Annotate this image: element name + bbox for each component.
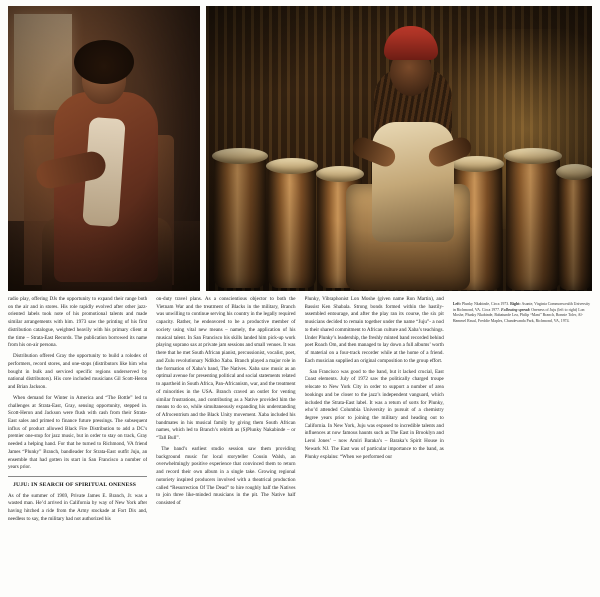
article-columns — [8, 296, 592, 591]
text-column-1 — [8, 296, 147, 591]
photo-vignette — [8, 6, 200, 291]
paragraph: radio play, offering DJs the opportunity to expand their range both on the air and in stores. His role rapidly evolved after other jazz-oriented labels took note of his promotional talents and made similar arrangements with him. 1973 saw the printing of his first distribution catalogue, weighted heavily with his primary client at the time – Strata-East Records. The publication borrowed its name from his on-air persona. — [8, 296, 148, 349]
photo-plunky-seated — [8, 6, 200, 291]
paragraph: Plunky, Vibraphonist Lon Moshe (given name Ron Martin), and Bassist Ken Shabala. Strong bonds formed within the hastily-assembled entourage, and after the play ran its course, the six pit musicians decided to remain together under the name “Juju”- a nod to their shared commitment to African culture and Xaba’s teachings. Under Plunky’s leadership, the freshly minted band recorded behind poet Roach Om, and then managed to lay down a full albums’ worth of material on a four-track recorder while at the home of a friend. Each musician supplied an original composition to the group effort. — [304, 296, 444, 364]
photo-row — [8, 6, 592, 291]
paragraph: San Francisco was good to the band, but it lacked crucial, East Coast elements. July of 1972 saw the politically charged troupe relocate to New York City in order to support a number of area bookings and be closer to the jazz’s independent vanguard, which included the Strata-East label. It was a return of sorts for Plunky, who’d attended Columbia University in pursuit of a chemistry degree years prior to joining the military and heading out to California. In New York, Juju was exposed to incredible talents and influences at now famous haunts such as The East in Brooklyn and Leroi Jones’ – now Amiri Baraka’s – Baraka’s Spirit House in Newark NJ. The East was of particular importance to the band, as Plunky explains: “When we performed our — [304, 368, 444, 460]
text-column-3 — [305, 296, 444, 591]
text-column-2 — [156, 296, 295, 591]
paragraph: Distribution offered Gray the opportunity to build a rolodex of performers, record stores, and one-stops (distributors like him who bought in bulk and serviced specific regions underserved by national distributors). His core included musicians Gil Scott-Heron and Brian Jackson. — [8, 353, 148, 391]
paragraph: As of the summer of 1969, Private James E. Branch, Jr. was a wasted man. He’d arrived in California by way of New York after having hitched a ride from the Army stockade at Fort Dix and, needless to say, the military had not authorized his — [8, 492, 148, 522]
photo-vignette — [206, 6, 592, 291]
paragraph: on-duty travel plans. As a conscientious objector to both the Vietnam War and the treatment of Blacks in the military, Branch was unwilling to continue serving his country in the legally required capacity. Rather, he endeavored to be a productive member of society using vital new means – namely, the application of his musical talent. In San Francisco his skills landed him pick-up work playing soprano sax at private jam sessions and small venues. It was there that he met South African pianist, percussionist, vocalist, poet, and Zulu revolutionary Ndikho Xaba. Branch played a major role in the formation of Xaba’s band, The Natives. Xaba saw music as an optimal avenue for presenting political and social statements related to apartheid in South Africa, Pan-Africanism, war, and the treatment of minorities in the USA. Branch craved an outlet for venting similar frustrations, and contributing as a Native provided him the means to do so, while simultaneously expanding his understanding of Afrocentrism and the Black Unity movement. Xaba included his bandmates in his musical family by giving them South African names, which led to Branch’s rebirth as (S)Plunky Nakabinde – or “Tall Bull”. — [156, 296, 296, 442]
section-divider — [8, 476, 147, 477]
photo-caption — [453, 302, 592, 325]
caption-text: Left: Plunky Nkabinde, Circa 1973. Right: Asante, Virginia Commonwealth University in Richmond, VA. Circa 1977. Following spread: Oneness of Juju (left to right) Lon Moshe, Plunky Nkabinde, Babatunde Lea, Philip “Mani” Branch, Ronnie Toler, Al-Hammel Rasul, Freddie Maples, Chundevanda Park, Richmond, VA, 1974. — [452, 302, 591, 323]
paragraph: The band’s earliest studio session saw them providing background music for local storyteller Cousin Walsh, an overwhelmingly positive experience that convinced them to return and record their own album in a single take. Growing regional notoriety inspired producers involved with a theatrical production called “Resurrection Of The Dead” to hire roughly half the Natives to join three like-minded musicians in the pit. The Native half consisted of — [156, 445, 296, 507]
text-column-4 — [453, 296, 592, 591]
paragraph: When demand for Winter in America and “The Bottle” led to challenges at Strata-East, Gray, sensing opportunity, stepped in. Scott-Heron and Jackson were flush with cash from their Strata-East sales and primed to finance future pressings. The subsequent influx of product allowed Black Fire Distribution to add a DC’s premier one-stop for jazz music, but in order to stay on track, Gray needed a helping hand. For that he turned to Richmond, VA friend James “Plunky” Branch, bandleader for Strata-East outfit Juju, an ensemble that had gotten its start in San Francisco a number of years prior. — [8, 394, 148, 471]
section-heading: JUJU: IN SEARCH OF SPIRITUAL ONENESS — [13, 482, 137, 489]
photo-percussionist-stage — [206, 6, 592, 291]
